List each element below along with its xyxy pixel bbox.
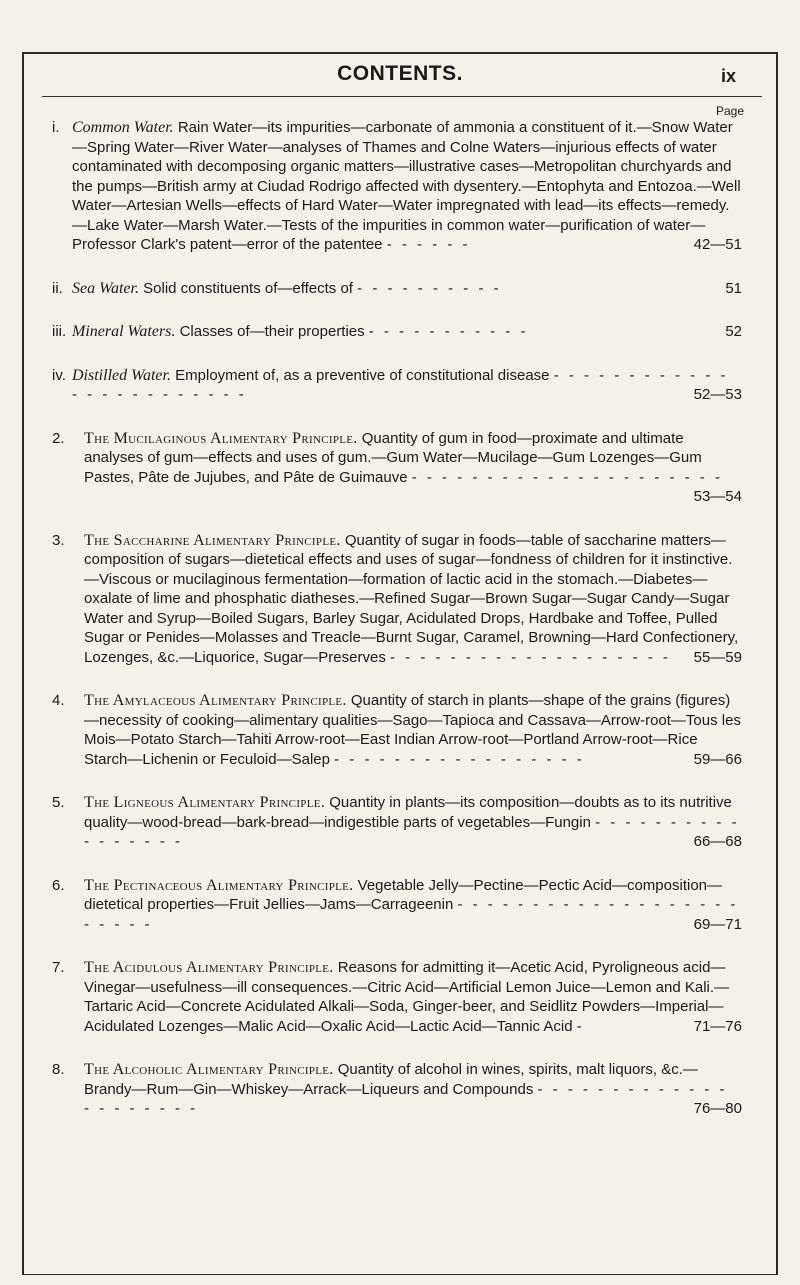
toc-entry [52,322,742,342]
entry-number: iii. [52,323,67,340]
entry-heading: The Amylaceous Alimentary Principle. [84,692,347,709]
toc-entry [52,531,742,668]
leader-dots: - - - - - - - - - - - - - - - - - - - - - - - - [72,366,729,403]
entry-text: Quantity in plants—its composition—doubts as to its nutritive quality—wood-bread—bark-bread—indigestible parts of vegetables—Fungin [84,794,732,831]
entry-pages: 52—53 [693,386,742,403]
entry-heading: The Pectinaceous Alimentary Principle. [84,876,354,894]
header-rule [42,96,762,97]
leader-dots: - - - - - - - - - - - - - - - - - - - - - - - - [84,896,739,933]
entry-text: Quantity of sugar in foods—table of saccharine matters—composition of sugars—dietetical effects and uses of sugar—fondness of children for it instinctive.—Viscous or mucilaginous fermentation—formation of lactic acid in the stomach.—Diabetes—oxalate of lime and phosphatic diatheses.—Refined Sugar—Brown Sugar—Sugar Candy—Sugar Water and Syrup—Boiled Sugars, Barley Sugar, Acidulated Drops, Hardbake and Toffee, Pulled Sugar or Penides—Molasses and Treacle—Burnt Sugar, Caramel, Browning—Hard Confectionery, Lozenges, &c.—Liquorice, Sugar—Preserves [84,531,739,666]
toc-entry [52,279,742,299]
entry-pages: 55—59 [693,648,742,666]
toc-entry [52,691,742,769]
entry-heading: Common Water. [72,119,174,136]
leader-dots: - - - - - - - - - - - - - - - - - - - - - [411,468,723,486]
toc-entry [52,958,742,1036]
page-number: ix [720,66,736,86]
entry-heading: Sea Water. [72,279,139,297]
leader-dots: - - - - - - - - - - - [368,323,529,340]
leader-dots: - [576,1017,585,1035]
toc-entry [52,793,742,852]
toc-entry [52,118,742,255]
entry-heading: Distilled Water. [72,366,171,384]
entry-heading: The Alcoholic Alimentary Principle. [84,1061,334,1078]
entry-pages: 52 [725,323,742,340]
entry-text: Quantity of alcohol in wines, spirits, malt liquors, &c.—Brandy—Rum—Gin—Whiskey—Arrack—Liqueurs and Compounds [84,1061,698,1098]
entry-heading: The Ligneous Alimentary Principle. [84,794,326,811]
toc-entry [52,429,742,507]
page-column-label: Page [715,104,744,118]
entry-number: i. [52,119,60,136]
entry-number: 2. [52,429,65,447]
entry-number: iv. [52,366,66,384]
entry-pages: 71—76 [693,1017,742,1035]
entry-pages: 76—80 [693,1100,742,1117]
entry-pages: 42—51 [693,236,742,253]
entry-text: Rain Water—its impurities—carbonate of ammonia a constituent of it.—Snow Water—Spring Water—River Water—analyses of Thames and Colne Waters—injurious effects of water contaminated with decomposing organic matters—illustrative cases—Metropolitan churchyards and the pumps—British army at Ciudad Rodrigo affected with dysentery.—Entophyta and Entozoa.—Well Water—Artesian Wells—effects of Hard Water—Water impregnated with lead—its effects—remedy.—Lake Water—Marsh Water.—Tests of the impurities in common water—purification of water—Professor Clark's patent—error of the patentee [72,119,741,253]
leader-dots: - - - - - - - - - - [357,279,502,297]
leader-dots: - - - - - - - - - - - - - - - - - [334,750,585,768]
entry-number: 7. [52,959,65,976]
page-header [0,62,800,92]
entry-number: 6. [52,876,65,894]
entry-text: Reasons for admitting it—Acetic Acid, Pyroligneous acid—Vinegar—usefulness—ill consequences.—Citric Acid—Artificial Lemon Juice—Lemon and Kali.—Tartaric Acid—Concrete Acidulated Alkali—Soda, Ginger-beer, and Seidlitz Powders—Imperial—Acidulated Lozenges—Malic Acid—Oxalic Acid—Lactic Acid—Tannic Acid [84,959,730,1035]
entry-text: Classes of—their properties [179,323,365,340]
toc-entry [52,366,742,405]
entry-pages: 59—66 [693,750,742,768]
leader-dots: - - - - - - - - - - - - - - - - - - - [390,648,671,666]
entry-pages: 51 [725,279,742,297]
page-title: CONTENTS. [337,62,463,85]
entry-heading: Mineral Waters. [72,323,176,340]
entry-heading: The Acidulous Alimentary Principle. [84,959,334,976]
entry-text: Quantity of gum in food—proximate and ultimate analyses of gum—effects and uses of gum.—Gum Water—Mucilage—Gum Lozenges—Gum Pastes, Pâte de Jujubes, and Pâte de Guimauve [84,429,702,486]
entry-text: Vegetable Jelly—Pectine—Pectic Acid—composition—dietetical properties—Fruit Jellies—Jams—Carrageenin [84,876,722,913]
entry-number: 4. [52,692,65,709]
entry-heading: The Mucilaginous Alimentary Principle. [84,429,358,447]
entry-pages: 53—54 [693,488,742,505]
entry-text: Quantity of starch in plants—shape of the grains (figures)—necessity of cooking—alimentary qualities—Sago—Tapioca and Cassava—Arrow-root—Tous les Mois—Potato Starch—Tahiti Arrow-root—East Indian Arrow-root—Portland Arrow-root—Rice Starch—Lichenin or Feculoid—Salep [84,692,741,768]
entry-number: 8. [52,1061,65,1078]
toc-entry [52,876,742,935]
leader-dots: - - - - - - - - - - - - - - - - - [84,813,740,850]
leader-dots: - - - - - - - - - - - - - - - - - - - - - [84,1080,728,1117]
entry-heading: The Saccharine Alimentary Principle. [84,531,341,549]
entry-pages: 69—71 [693,915,742,933]
entry-pages: 66—68 [693,833,742,850]
toc-entry [52,1060,742,1119]
entry-number: 5. [52,794,65,811]
entry-text: Solid constituents of—effects of [143,279,353,297]
entry-number: ii. [52,279,63,297]
contents-list [52,118,742,1143]
entry-text: Employment of, as a preventive of constitutional disease [175,366,550,384]
leader-dots: - - - - - - [386,236,471,253]
entry-number: 3. [52,531,65,549]
